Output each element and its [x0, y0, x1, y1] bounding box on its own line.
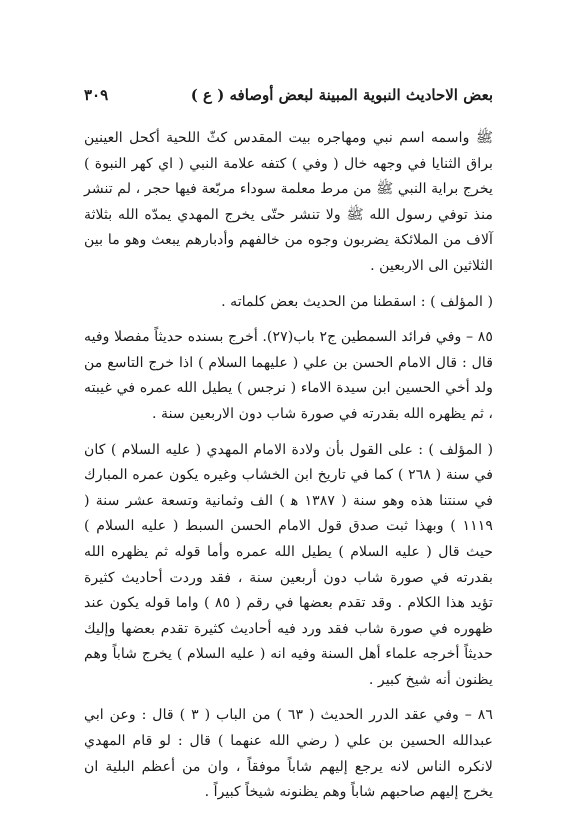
paragraph-hadith-continuation: ﷺ واسمه اسم نبي ومهاجره بيت المقدس كثّ اللحية أكحل العينين براق الثنايا في وجهه خال ( وفي ) كتفه علامة النبي ( اي كهر النبوة ) يخرج براية النبي ﷺ من مرط معلمة سوداء مربّعة فيها حجر ، لم تنشر منذ توفي رسول الله ﷺ ولا تنشر حتّى يخرج المهدي يمدّه الله بثلاثة آلاف من الملائكة يضربون وجوه من خالفهم وأدبارهم يبعث وهو ما بين الثلاثين الى الاربعين .: [84, 130, 493, 274]
page-number: ٣٠٩: [84, 86, 109, 104]
paragraph-hadith-86: ٨٦ – وفي عقد الدرر الحديث ( ٦٣ ) من الباب ( ٣ ) قال : وعن ابي عبدالله الحسين بن علي ( رضي الله عنهما ) قال : لو قام المهدي لانكره الناس لانه يرجع إليهم شاباً موفقاً ، وان من أعظم البلية ان يخرج إليهم صاحبهم شاباً وهم يظنونه شيخاً كبيراً .: [84, 707, 493, 801]
paragraph-hadith-85: ٨٥ – وفي فرائد السمطين ج٢ باب(٢٧). أخرج بسنده حديثاً مفصلا وفيه قال : قال الامام الحسن بن علي ( عليهما السلام ) اذا خرج التاسع من ولد أخي الحسين ابن سيدة الاماء ( نرجس ) يطيل الله عمره في غيبته ، ثم يظهره الله بقدرته في صورة شاب دون الاربعين سنة .: [84, 329, 493, 422]
running-title: بعض الاحاديث النبوية المبينة لبعض أوصافه ( ع ): [190, 86, 493, 104]
body-text: [84, 126, 493, 806]
paragraph-author-note-2: ( المؤلف ) : على القول بأن ولادة الامام المهدي ( عليه السلام ) كان في سنة ( ٢٦٨ ) كما في تاريخ ابن الخشاب وغيره يكون عمره المبارك في سنتنا هذه وهو سنة ( ١٣٨٧ ﻫ ) الف وثمانية وتسعة عشر سنة ( ١١١٩ ) وبهذا ثبت صدق قول الامام الحسن السبط ( عليه السلام ) حيث قال ( عليه السلام ) يطيل الله عمره وأما قوله ثم يظهره الله بقدرته في صورة شاب دون أربعين سنة ، فقد وردت أحاديث كثيرة تؤيد هذا الكلام . وقد تقدم بعضها في رقم ( ٨٥ ) واما قوله يكون عند ظهوره في صورة شاب فقد ورد فيه أحاديث كثيرة تقدم بعضها وإليك حديثاً أخرجه علماء أهل السنة وفيه انه ( عليه السلام ) يخرج شاباً وهم يظنون أنه شيخ كبير .: [84, 441, 493, 688]
page-header: [84, 86, 493, 104]
paragraph-author-note-1: ( المؤلف ) : اسقطنا من الحديث بعض كلماته .: [221, 293, 493, 310]
